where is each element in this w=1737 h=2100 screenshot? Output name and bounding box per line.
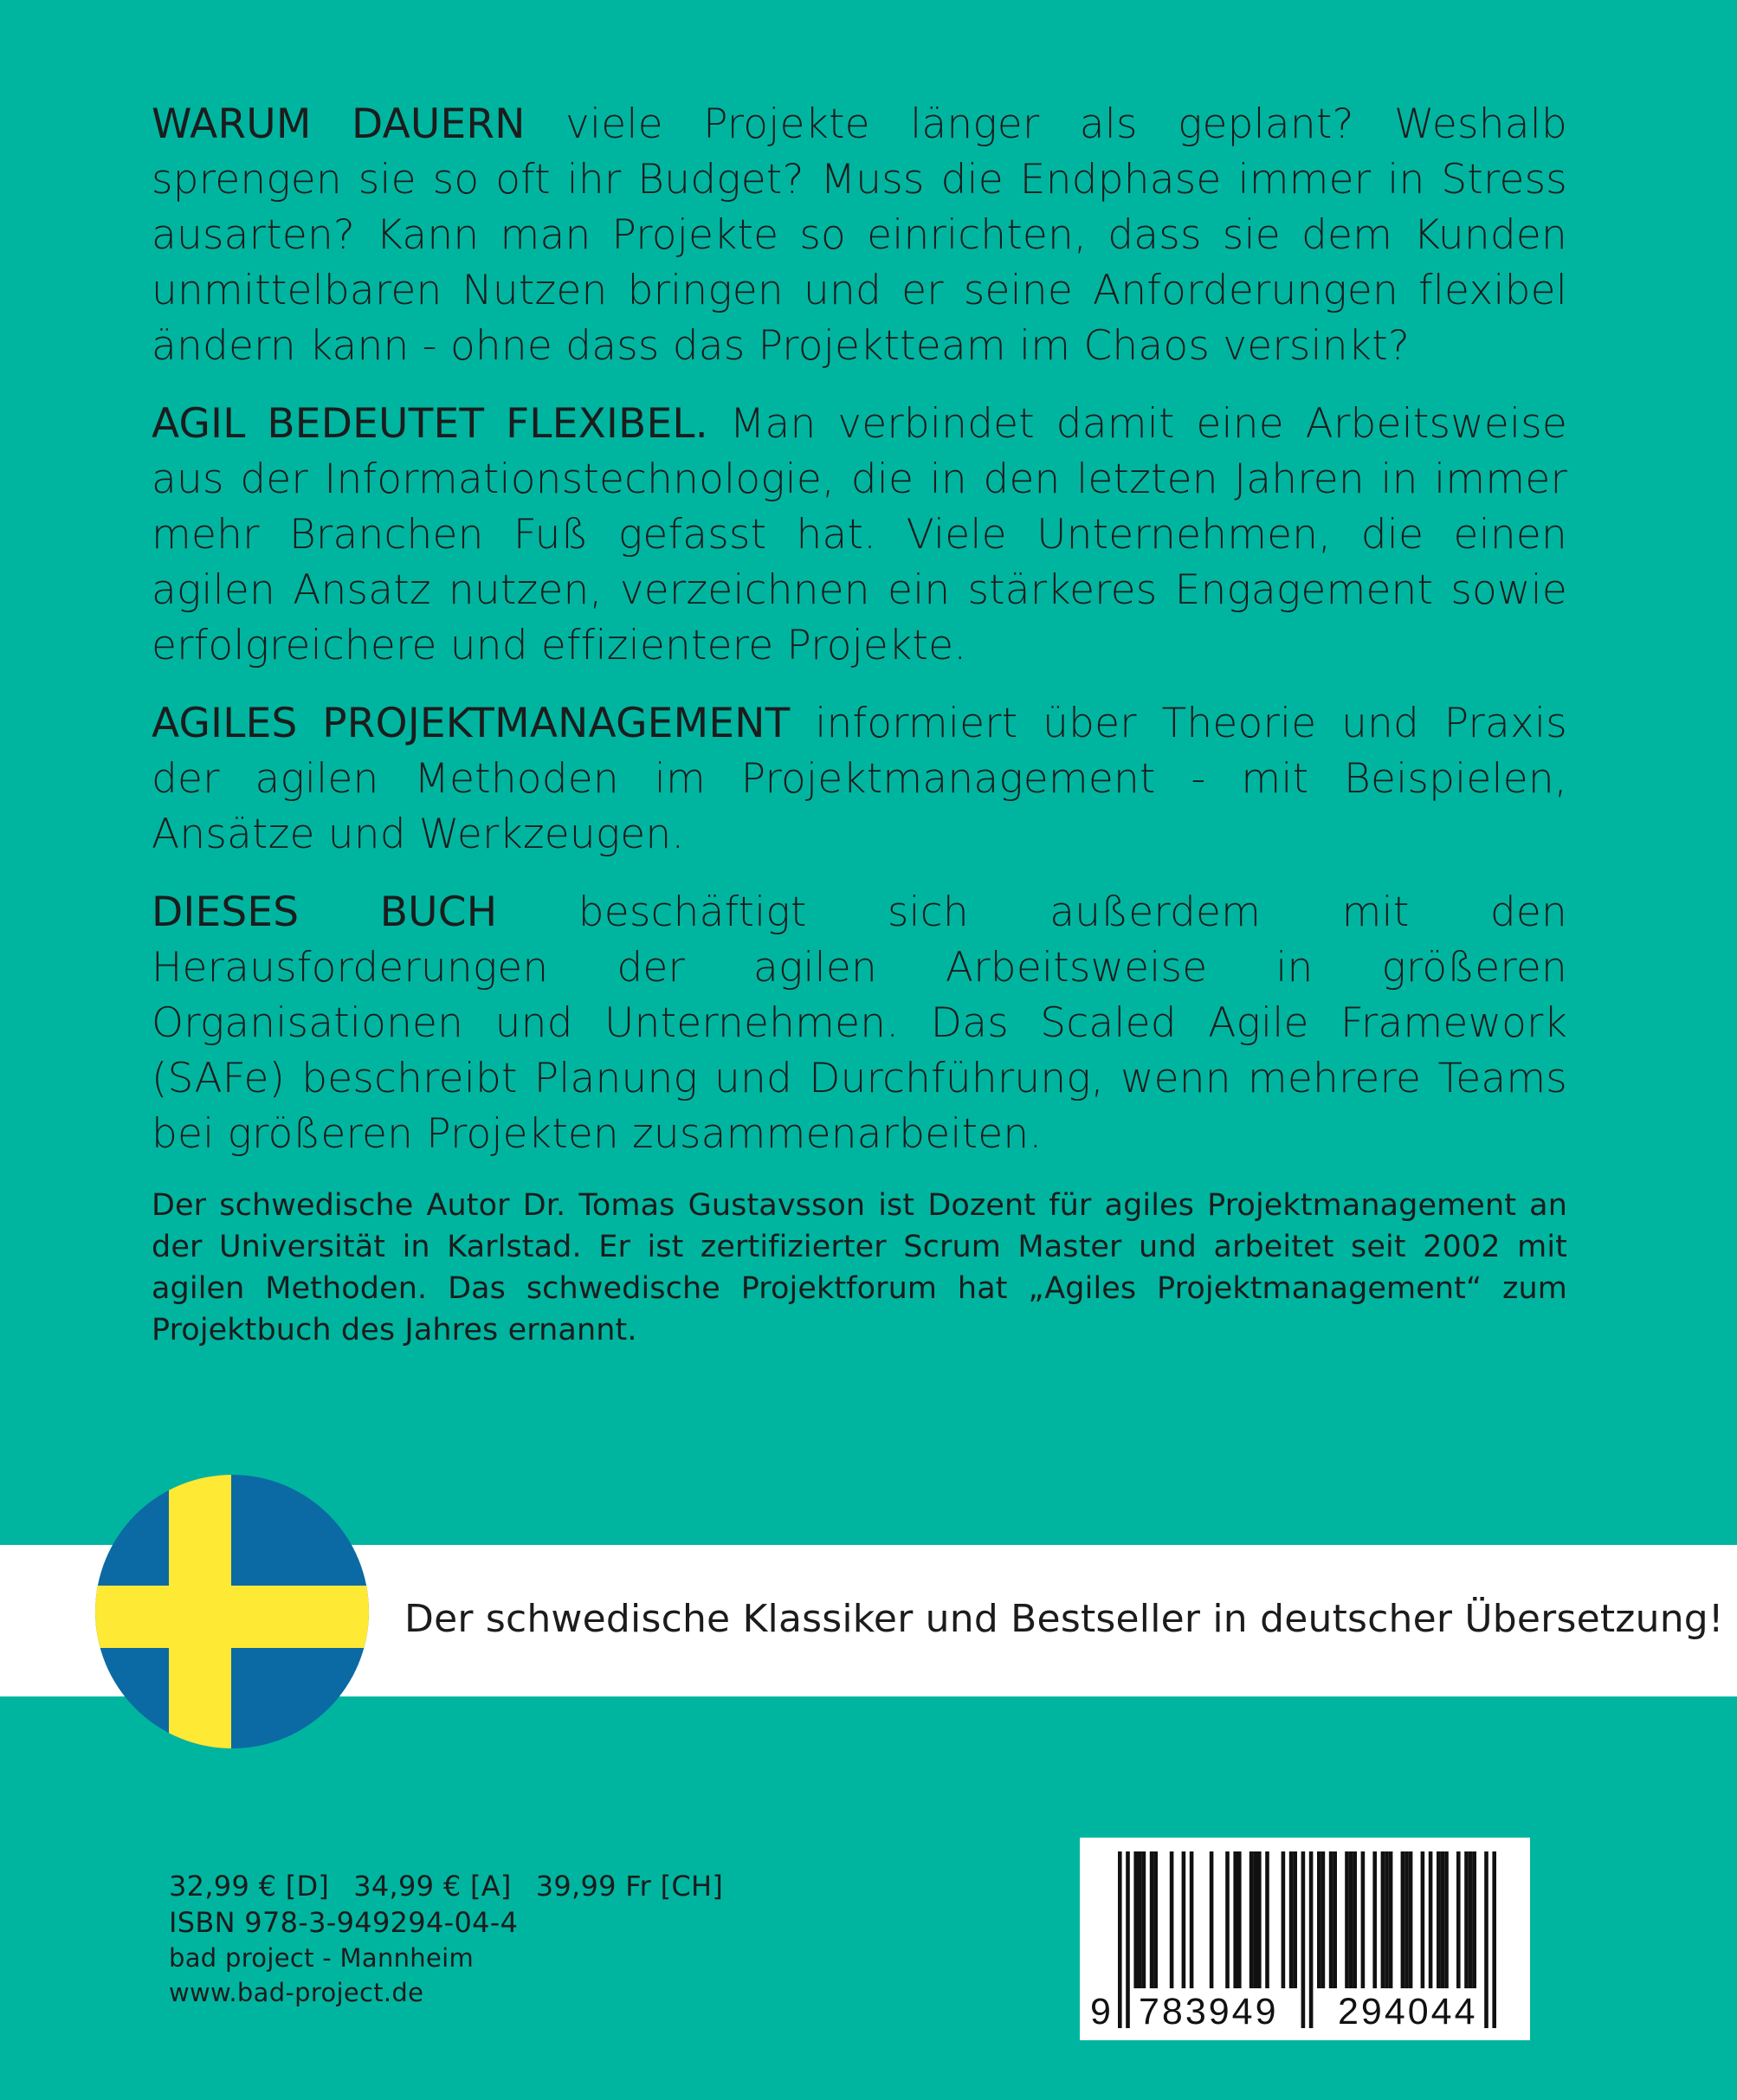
barcode-lead-digit: 9 [1090, 1991, 1111, 2032]
barcode-bar [1210, 1851, 1214, 1988]
barcode-bar [1421, 1851, 1425, 1988]
barcode-right-digits: 294044 [1338, 1991, 1478, 2032]
barcode-bar [1437, 1851, 1441, 1988]
barcode-bar [1257, 1851, 1262, 1988]
barcode-bar [1484, 1851, 1488, 2028]
paragraph-lead: AGILES PROJEKTMANAGEMENT [152, 700, 791, 747]
barcode-bar [1150, 1851, 1154, 1988]
barcode-bar [1385, 1851, 1389, 1988]
barcode-bar [1225, 1851, 1230, 1988]
paragraph-lead: WARUM DAUERN [152, 100, 526, 148]
barcode-bar [1429, 1851, 1433, 1988]
barcode-bar [1138, 1851, 1142, 1988]
paragraph-body: informiert über Theorie und Praxis der agilen Methoden im Projektmanagement - mit Beispielen, Ansätze und Werkzeugen. [152, 700, 1567, 858]
blurb-paragraph-4 [152, 885, 1567, 1162]
barcode-bar [1492, 1851, 1496, 2028]
barcode-bar [1401, 1851, 1405, 1988]
flag-cross-horizontal [95, 1586, 369, 1648]
barcode-bar [1469, 1851, 1473, 1988]
barcode-bar [1472, 1851, 1476, 1988]
barcode-bar [1142, 1851, 1146, 1988]
barcode-bar [1456, 1851, 1461, 1988]
barcode-bar [1409, 1851, 1413, 1988]
swedish-flag-icon [95, 1475, 369, 1748]
barcode-bar [1190, 1851, 1194, 1988]
barcode-bar [1329, 1851, 1333, 1988]
paragraph-lead: DIESES BUCH [152, 888, 498, 936]
barcode-bar [1333, 1851, 1337, 1988]
website: www.bad-project.de [169, 1978, 424, 2007]
isbn: ISBN 978-3-949294-04-4 [169, 1906, 519, 1939]
barcode-bar [1293, 1851, 1297, 1988]
barcode-bar [1301, 1851, 1306, 2028]
price-line [169, 1868, 747, 1904]
barcode-bar [1237, 1851, 1242, 1988]
paragraph-body: Man verbindet damit eine Arbeitsweise aus der Informationstechnologie, die in den letzten Jahren in immer mehr Branchen Fuß gefasst hat. Viele Unternehmen, die einen agilen Ansatz nutzen, verzeichnen ein stärkeres Engagement sowie erfolgreichere und effizientere Projekte. [152, 400, 1568, 669]
publisher: bad project - Mannheim [169, 1943, 475, 1973]
barcode-bar [1345, 1851, 1349, 1988]
barcode-bar [1317, 1851, 1321, 1988]
barcode-bar [1153, 1851, 1158, 1988]
barcode-bar [1441, 1851, 1445, 1988]
barcode-bar [1381, 1851, 1385, 1988]
barcode-bar [1464, 1851, 1469, 1988]
barcode-bar [1309, 1851, 1314, 2028]
paragraph-body: beschäftigt sich außerdem mit den Herausforderungen der agilen Arbeitsweise in größeren Organisationen und Unternehmen. Das Scaled Agile Framework (SAFe) beschreibt Planung und Durchführung, wenn mehrere Teams bei größeren Projekten zusammenarbeiten. [152, 888, 1567, 1158]
price-at: 34,99 € [A] [353, 1870, 512, 1903]
banner-text: Der schwedische Klassiker und Bestseller in deutscher Übersetzung! [404, 1597, 1724, 1641]
pricing-block [169, 1868, 747, 2010]
barcode-bar [1118, 1851, 1122, 2028]
barcode-bar [1361, 1851, 1366, 1988]
barcode-bar [1282, 1851, 1286, 1988]
paragraph-lead: AGIL BEDEUTET FLEXIBEL. [152, 400, 708, 448]
barcode-left-digits: 783949 [1139, 1991, 1279, 2032]
barcode-bar [1289, 1851, 1294, 1988]
blurb-paragraph-3 [152, 696, 1567, 863]
barcode-bar [1249, 1851, 1254, 1988]
paragraph-body: viele Projekte länger als geplant? Weshalb sprengen sie so oft ihr Budget? Muss die Endphase immer in Stress ausarten? Kann man Projekte so einrichten, dass sie dem Kunden unmittelbaren Nutzen bringen und er seine Anforderungen flexibel ändern kann - ohne dass das Projektteam im Chaos versinkt? [152, 100, 1567, 370]
author-bio: Der schwedische Autor Dr. Tomas Gustavsson ist Dozent für agiles Projektmanagement an der Universität in Karlstad. Er ist zertifizierter Scrum Master und arbeitet seit 2002 mit agilen Methoden. Das schwedische Projektforum hat „Agiles Projektmanagement“ zum Projektbuch des Jahres ernannt. [152, 1188, 1567, 1347]
barcode-bar [1353, 1851, 1357, 1988]
barcode-bar [1126, 1851, 1130, 2028]
barcode-bar [1133, 1851, 1138, 1988]
barcode-bar [1265, 1851, 1269, 1988]
blurb-paragraph-2 [152, 397, 1567, 674]
flag-graphic [95, 1475, 369, 1748]
barcode-bar [1253, 1851, 1257, 1988]
blurb-text [152, 97, 1567, 1185]
barcode-bar [1389, 1851, 1393, 1988]
barcode-bar [1444, 1851, 1449, 1988]
price-ch: 39,99 Fr [CH] [535, 1870, 724, 1903]
barcode-bar [1404, 1851, 1409, 1988]
isbn-barcode [1080, 1838, 1530, 2040]
price-de: 32,99 € [D] [169, 1870, 330, 1903]
barcode-bar [1182, 1851, 1186, 1988]
barcode-bar [1349, 1851, 1353, 1988]
barcode-bar [1372, 1851, 1377, 1988]
blurb-paragraph-1 [152, 97, 1567, 374]
barcode-bar [1321, 1851, 1326, 1988]
barcode-bar [1233, 1851, 1237, 1988]
barcode-bar [1170, 1851, 1174, 1988]
